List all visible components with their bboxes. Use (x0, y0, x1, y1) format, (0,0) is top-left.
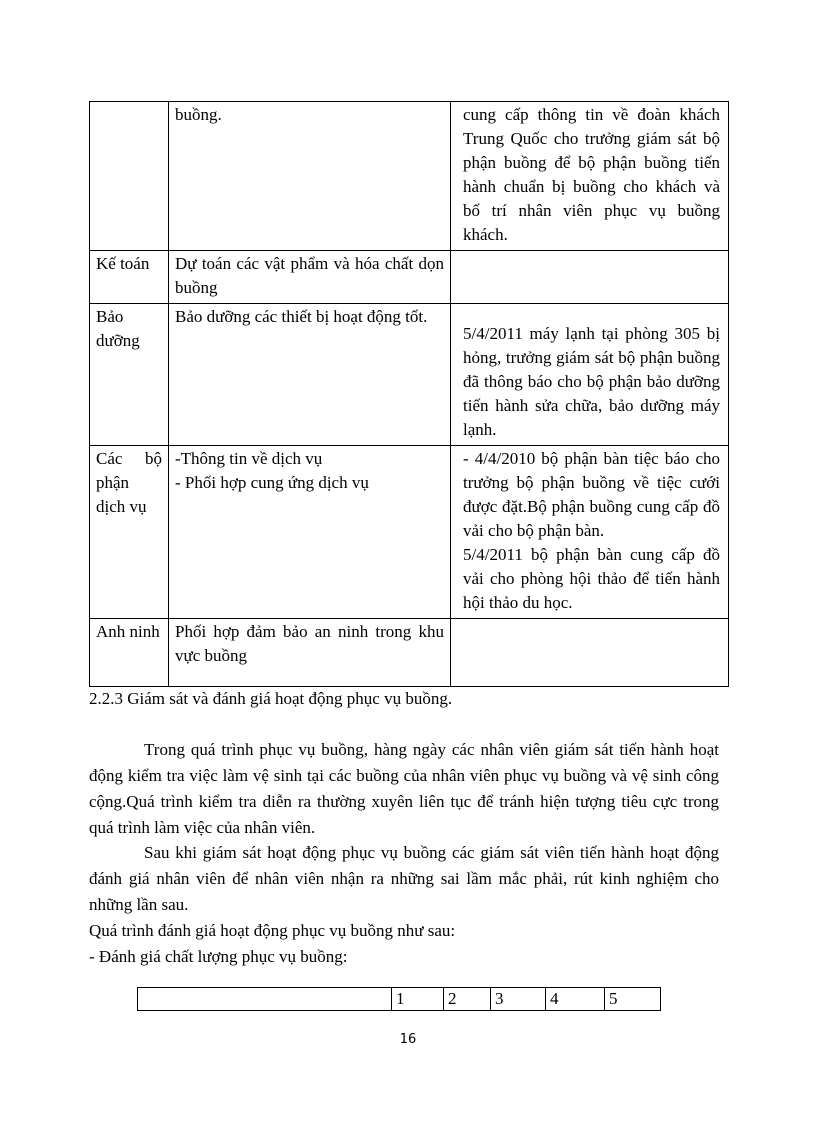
score-cell: 4 (546, 988, 605, 1011)
score-cell: 3 (491, 988, 546, 1011)
task-line: -Thông tin về dịch vụ (175, 449, 323, 468)
task-cell: Dự toán các vật phẩm và hóa chất dọn buồng (169, 251, 451, 304)
example-line: 5/4/2011 bộ phận bàn cung cấp đồ vải cho phòng hội thảo để tiến hành hội thảo du học. (463, 545, 720, 612)
score-cell: 2 (444, 988, 491, 1011)
example-text: 5/4/2011 máy lạnh tại phòng 305 bị hỏng, trưởng giám sát bộ phận buồng đã thông báo cho bộ phận bảo dưỡng tiến hành sửa chữa, bảo dưỡng máy lạnh. (463, 324, 720, 439)
paragraph-process: Quá trình đánh giá hoạt động phục vụ buồng như sau: (89, 921, 456, 940)
dept-cell: Bảo dưỡng (90, 304, 169, 446)
score-cell: 1 (392, 988, 444, 1011)
task-line: - Phối hợp cung ứng dịch vụ (175, 473, 369, 492)
page-number: 16 (399, 1032, 417, 1047)
example-cell (451, 251, 729, 304)
table-row (90, 619, 729, 687)
table-row (90, 251, 729, 304)
paragraph-inspection: Trong quá trình phục vụ buồng, hàng ngày các nhân viên giám sát tiến hành hoạt động kiểm tra việc làm vệ sinh tại các buồng của nhân viên phục vụ buồng và vệ sinh công cộng.Quá trình kiểm tra diễn ra thường xuyên liên tục để tránh hiện tượng tiêu cực trong quá trình làm việc của nhân viên. (89, 740, 719, 837)
task-cell (169, 446, 451, 619)
rating-table (137, 987, 661, 1011)
criteria-cell (138, 988, 392, 1011)
department-roles-table (89, 101, 729, 687)
paragraph-quality-item: - Đánh giá chất lượng phục vụ buồng: (89, 947, 348, 966)
example-cell (451, 619, 729, 687)
dept-cell: Anh ninh (90, 619, 169, 687)
dept-cell: Các bộ phận dịch vụ (90, 446, 169, 619)
task-cell: Phối hợp đảm bảo an ninh trong khu vực buồng (169, 619, 451, 687)
dept-cell: Kế toán (90, 251, 169, 304)
table-row (90, 102, 729, 251)
example-cell (451, 446, 729, 619)
example-line: - 4/4/2010 bộ phận bàn tiệc báo cho trưởng bộ phận buồng về tiệc cưới được đặt.Bộ phận buồng cung cấp đồ vải cho bộ phận bàn. (463, 449, 720, 540)
table-row (90, 446, 729, 619)
task-cell: buồng. (169, 102, 451, 251)
dept-cell (90, 102, 169, 251)
example-cell: cung cấp thông tin về đoàn khách Trung Quốc cho trưởng giám sát bộ phận buồng để bộ phận buồng tiến hành chuẩn bị buồng cho khách và bố trí nhân viên phục vụ buồng khách. (451, 102, 729, 251)
section-heading: 2.2.3 Giám sát và đánh giá hoạt động phục vụ buồng. (89, 689, 453, 708)
paragraph-evaluation: Sau khi giám sát hoạt động phục vụ buồng các giám sát viên tiến hành hoạt động đánh giá nhân viên để nhân viên nhận ra những sai lầm mắc phải, rút kinh nghiệm cho những lần sau. (89, 843, 719, 914)
table-row (138, 988, 661, 1011)
table-row (90, 304, 729, 446)
task-cell: Bảo dưỡng các thiết bị hoạt động tốt. (169, 304, 451, 446)
score-cell: 5 (605, 988, 661, 1011)
example-cell (451, 304, 729, 446)
